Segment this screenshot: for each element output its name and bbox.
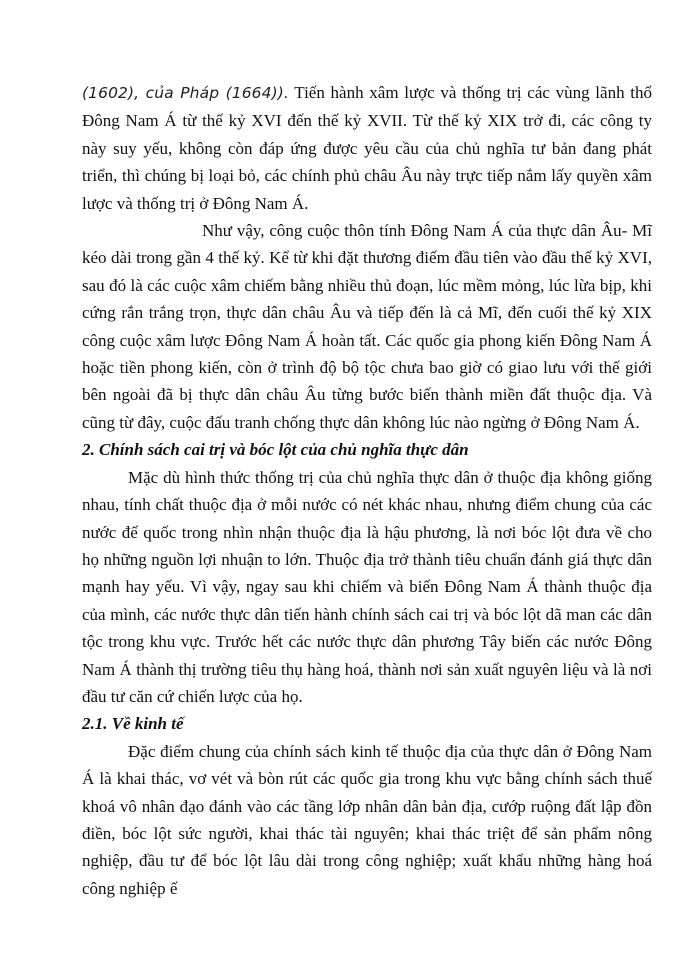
paragraph-text: Tiến hành xâm lược và thống trị các vùng lãnh thổ Đông Nam Á từ thế kỷ XVI đến thế kỷ XVII. Từ thế kỷ XIX trở đi, các công ty này suy yếu, không còn đáp ứng được yêu cầu của chủ nghĩa tư bản đang phát triển, thì chúng bị loại bỏ, các chính phủ châu Âu này trực tiếp nắm lấy quyền xâm lược và thống trị ở Đông Nam Á. xyxy=(82,83,652,213)
section-heading-2: 2. Chính sách cai trị và bóc lột của chủ nghĩa thực dân xyxy=(82,440,469,460)
italic-citation: (1602), của Pháp (1664)). xyxy=(82,84,289,102)
paragraph-economic-policy: Đặc điểm chung của chính sách kinh tế thuộc địa của thực dân ở Đông Nam Á là khai thác, vơ vét và bòn rút các quốc gia trong khu vực bằng chính sách thuế khoá vô nhân đạo đánh vào các tầng lớp nhân dân bản địa, cướp ruộng đất lập đồn điền, bóc lột sức người, khai thác tài nguyên; khai thác triệt để sản phẩm nông nghiệp, đầu tư để bóc lột lâu dài trong công nghiệp; xuất khẩu những hàng hoá công nghiệp ế xyxy=(82,741,652,898)
section-heading-2-1: 2.1. Về kinh tế xyxy=(82,714,184,734)
paragraph-colonial-policy: Mặc dù hình thức thống trị của chủ nghĩa thực dân ở thuộc địa không giống nhau, tính chất thuộc địa ở mỗi nước có nét khác nhau, nhưng điểm chung của các nước đế quốc trong nhìn nhận thuộc địa là hậu phương, là nơi bóc lột đưa về cho họ những nguồn lợi nhuận to lớn. Thuộc địa trở thành tiêu chuẩn đánh giá thực dân mạnh hay yếu. Vì vậy, ngay sau khi chiếm và biến Đông Nam Á thành thuộc địa của mình, các nước thực dân tiến hành chính sách cai trị và bóc lột dã man các dân tộc trong khu vực. Trước hết các nước thực dân phương Tây biến các nước Đông Nam Á thành thị trường tiêu thụ hàng hoá, thành nơi sản xuất nguyên liệu và là nơi đầu tư căn cứ chiến lược của họ. xyxy=(82,467,652,706)
paragraph-conquest-summary: Như vậy, công cuộc thôn tính Đông Nam Á của thực dân Âu- Mĩ kéo dài trong gần 4 thế kỷ. Kể từ khi đặt thương điếm đầu tiên vào đầu thế kỷ XVI, sau đó là các cuộc xâm chiếm bằng nhiều thủ đoạn, lúc mềm mỏng, lúc lừa bịp, khi cứng rắn trắng trọn, thực dân châu Âu và tiếp đến là cả Mĩ, đến cuối thế kỷ XIX công cuộc xâm lược Đông Nam Á hoàn tất. Các quốc gia phong kiến Đông Nam Á hoặc tiền phong kiến, còn ở trình độ bộ tộc chưa bao giờ có giao lưu với thế giới bên ngoài đã bị thực dân châu Âu từng bước biến thành miền đất thuộc địa. Và cũng từ đây, cuộc đấu tranh chống thực dân không lúc nào ngừng ở Đông Nam Á. xyxy=(82,221,652,432)
paragraph-colonial-companies xyxy=(82,79,652,217)
document-page xyxy=(82,79,652,902)
